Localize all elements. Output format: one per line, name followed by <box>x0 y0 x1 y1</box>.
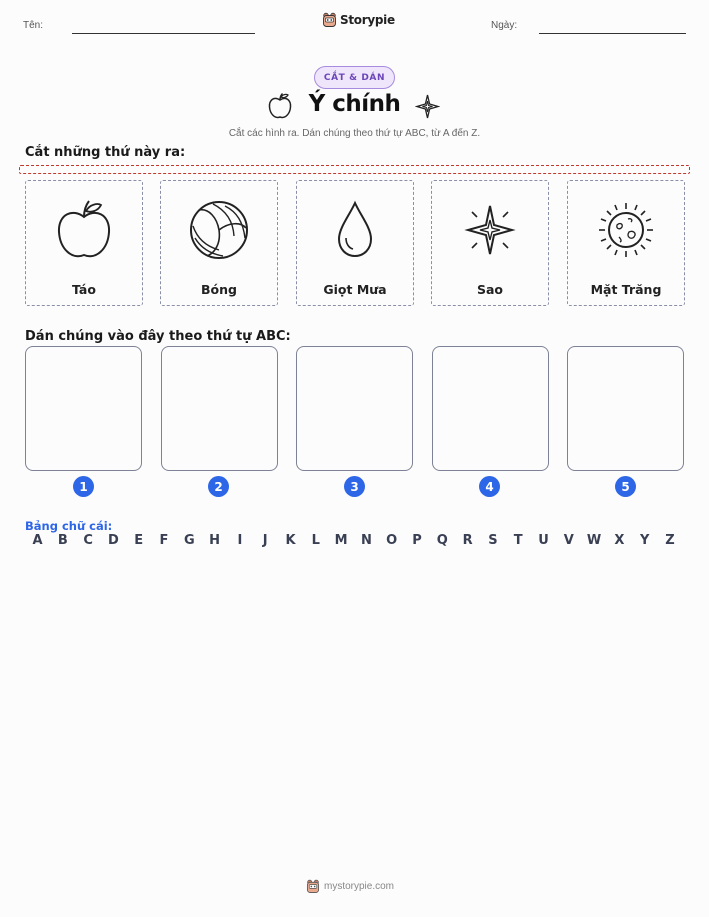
alphabet-letter: I <box>237 533 243 548</box>
alphabet-letter: W <box>586 533 602 548</box>
sparkle-icon <box>415 93 440 120</box>
alphabet-letter: V <box>563 533 574 548</box>
alphabet-letter: R <box>462 533 473 548</box>
storypie-logo-icon <box>306 879 320 894</box>
alphabet-letter: G <box>183 533 195 548</box>
alphabet-letter: P <box>412 533 422 548</box>
slot-number-badge: 1 <box>73 476 94 497</box>
alphabet-letter: L <box>311 533 320 548</box>
cut-heading: Cắt những thứ này ra: <box>25 145 186 160</box>
apple-icon <box>53 197 115 263</box>
alphabet-letter: E <box>134 533 144 548</box>
alphabet-letter: Z <box>665 533 675 548</box>
alphabet-letter: O <box>386 533 398 548</box>
name-label: Tên: <box>23 20 44 31</box>
raindrop-icon <box>335 200 375 260</box>
alphabet-letter: D <box>107 533 119 548</box>
alphabet-heading: Bảng chữ cái: <box>25 519 113 533</box>
date-label: Ngày: <box>491 20 518 31</box>
brand-name: Storypie <box>340 13 395 27</box>
storypie-logo-icon <box>322 12 337 28</box>
cut-card-label: Giọt Mưa <box>323 282 387 297</box>
page-title: Ý chính <box>308 91 401 117</box>
alphabet-letter: C <box>83 533 93 548</box>
footer-site: mystorypie.com <box>324 881 395 892</box>
star-icon <box>460 200 520 260</box>
volleyball-icon <box>187 198 251 262</box>
alphabet-letter: X <box>614 533 625 548</box>
paste-slot-5[interactable] <box>567 346 684 471</box>
paste-heading: Dán chúng vào đây theo thứ tự ABC: <box>25 329 291 344</box>
slot-number-badge: 4 <box>479 476 500 497</box>
brand-logo <box>322 12 395 28</box>
instructions: Cắt các hình ra. Dán chúng theo thứ tự ABC, từ A đến Z. <box>228 128 481 139</box>
cut-line <box>19 165 690 174</box>
paste-slot-1[interactable] <box>25 346 142 471</box>
alphabet-letter: K <box>285 533 296 548</box>
footer <box>306 879 394 894</box>
alphabet-letter: F <box>159 533 169 548</box>
slot-number-badge: 3 <box>344 476 365 497</box>
alphabet-letter: U <box>538 533 549 548</box>
cut-card-star[interactable] <box>431 180 549 306</box>
cut-card-label: Bóng <box>201 282 237 297</box>
alphabet-letter: H <box>209 533 221 548</box>
cut-card-label: Mặt Trăng <box>590 282 662 297</box>
paste-slot-3[interactable] <box>296 346 413 471</box>
alphabet-letter: Q <box>436 533 448 548</box>
name-line[interactable] <box>72 33 255 34</box>
cut-card-apple[interactable] <box>25 180 143 306</box>
cut-card-label: Sao <box>476 282 504 297</box>
alphabet-letter: M <box>334 533 348 548</box>
date-line[interactable] <box>539 33 686 34</box>
slot-number-badge: 2 <box>208 476 229 497</box>
alphabet-row <box>25 533 691 551</box>
cut-card-label: Táo <box>72 282 96 297</box>
slot-number-badge: 5 <box>615 476 636 497</box>
alphabet-letter: J <box>262 533 268 548</box>
cut-card-moon[interactable] <box>567 180 685 306</box>
paste-slot-4[interactable] <box>432 346 549 471</box>
alphabet-letter: T <box>513 533 523 548</box>
alphabet-letter: B <box>57 533 68 548</box>
alphabet-letter: Y <box>639 533 650 548</box>
activity-badge: CẮT & DÁN <box>314 66 395 89</box>
alphabet-letter: A <box>32 533 43 548</box>
alphabet-letter: S <box>488 533 498 548</box>
alphabet-letter: N <box>360 533 372 548</box>
cut-card-ball[interactable] <box>160 180 278 306</box>
paste-slot-2[interactable] <box>161 346 278 471</box>
moon-icon <box>595 199 657 261</box>
cut-card-raindrop[interactable] <box>296 180 414 306</box>
